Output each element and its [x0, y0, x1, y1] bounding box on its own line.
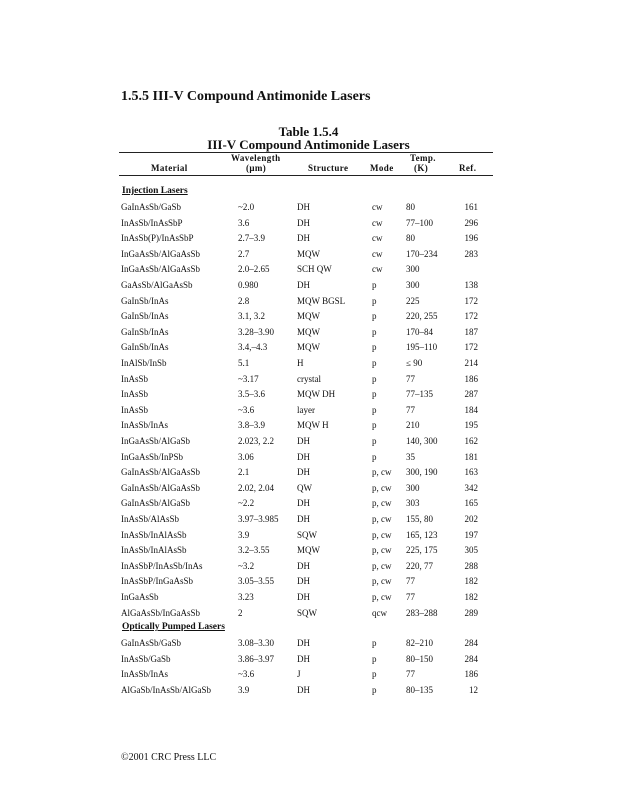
cell-temp: 170–234 — [406, 248, 438, 259]
cell-ref: 172 — [464, 311, 478, 322]
table-row — [0, 638, 617, 652]
col-header-ref: Ref. — [459, 163, 477, 173]
cell-mode: p, cw — [372, 498, 392, 509]
cell-mode: p, cw — [372, 467, 392, 478]
cell-material: InAlSb/InSb — [121, 358, 167, 368]
cell-structure: DH — [297, 280, 310, 290]
cell-temp: ≤ 90 — [406, 358, 423, 368]
cell-mode: p — [372, 311, 377, 322]
cell-wavelength: 3.86–3.97 — [238, 653, 274, 664]
cell-material: GaInAsSb/AlGaSb — [121, 498, 190, 509]
cell-mode: p — [372, 358, 377, 368]
cell-structure: DH — [297, 217, 310, 228]
cell-ref: 163 — [464, 467, 478, 478]
cell-temp: 225, 175 — [406, 545, 438, 556]
cell-temp: 77 — [406, 576, 415, 587]
cell-structure: QW — [297, 482, 312, 493]
cell-ref: 162 — [464, 436, 478, 446]
cell-mode: cw — [372, 233, 383, 244]
cell-temp: 77 — [406, 404, 415, 415]
cell-structure: DH — [297, 560, 310, 571]
cell-wavelength: ~2.2 — [238, 498, 255, 509]
cell-temp: 300 — [406, 264, 420, 275]
cell-wavelength: 3.4,–4.3 — [238, 342, 268, 353]
cell-ref: 182 — [464, 576, 478, 587]
cell-structure: DH — [297, 653, 310, 664]
cell-ref: 283 — [464, 248, 478, 259]
cell-structure: MQW H — [297, 420, 329, 431]
cell-temp: 35 — [406, 451, 415, 462]
cell-temp: 77 — [406, 373, 415, 384]
cell-structure: MQW — [297, 545, 320, 556]
cell-mode: p, cw — [372, 529, 392, 540]
cell-ref: 187 — [464, 326, 478, 337]
cell-material: GaInAsSb/AlGaAsSb — [121, 467, 201, 478]
cell-structure: DH — [297, 498, 310, 509]
cell-material: InAsSb/InAs — [121, 420, 169, 431]
table-row — [0, 467, 617, 481]
table-row — [0, 280, 617, 294]
cell-material: InAsSb — [121, 404, 149, 415]
cell-material: InAsSb/InAsSbP — [121, 217, 183, 228]
cell-material: GaInSb/InAs — [121, 342, 169, 353]
cell-wavelength: ~3.6 — [238, 669, 255, 680]
cell-material: InAsSb(P)/InAsSbP — [121, 233, 194, 244]
cell-wavelength: 2 — [238, 607, 243, 618]
cell-ref: 214 — [464, 358, 478, 368]
cell-temp: 300 — [406, 280, 420, 290]
col-header-wavelength-unit: (μm) — [246, 163, 267, 173]
cell-wavelength: 0.980 — [238, 280, 259, 290]
table-row — [0, 530, 617, 544]
cell-wavelength: 2.8 — [238, 295, 250, 306]
table-row — [0, 264, 617, 278]
table-row — [0, 608, 617, 622]
cell-material: InAsSb/InAs — [121, 669, 169, 680]
table-row — [0, 514, 617, 528]
cell-ref: 161 — [464, 202, 478, 212]
cell-material: GaInSb/InAs — [121, 311, 169, 322]
cell-material: GaInAsSb/AlGaAsSb — [121, 482, 201, 493]
table-row — [0, 296, 617, 310]
table-row — [0, 669, 617, 683]
cell-mode: cw — [372, 248, 383, 259]
cell-mode: p, cw — [372, 514, 392, 524]
cell-material: InGaAsSb/AlGaSb — [121, 436, 190, 446]
cell-material: InGaAsSb/AlGaAsSb — [121, 264, 201, 275]
cell-structure: H — [297, 358, 304, 368]
table-number: Table 1.5.4 — [278, 124, 339, 139]
cell-temp: 82–210 — [406, 638, 433, 648]
cell-mode: p — [372, 373, 377, 384]
copyright-footer: ©2001 CRC Press LLC — [121, 752, 217, 763]
table-title: III-V Compound Antimonide Lasers — [207, 137, 410, 152]
cell-material: GaAsSb/AlGaAsSb — [121, 280, 193, 290]
cell-mode: cw — [372, 217, 383, 228]
table-row — [0, 436, 617, 450]
cell-structure: DH — [297, 684, 310, 695]
table-row — [0, 498, 617, 512]
cell-ref: 138 — [464, 280, 478, 290]
cell-ref: 197 — [464, 529, 478, 540]
cell-wavelength: 2.023, 2.2 — [238, 436, 274, 446]
cell-mode: p, cw — [372, 592, 392, 602]
cell-mode: cw — [372, 264, 383, 275]
table-row — [0, 561, 617, 575]
table-row — [0, 545, 617, 559]
cell-temp: 210 — [406, 420, 420, 431]
cell-ref: 288 — [464, 560, 478, 571]
cell-material: GaInAsSb/GaSb — [121, 638, 181, 648]
cell-mode: p — [372, 420, 377, 431]
cell-mode: p — [372, 342, 377, 353]
cell-material: AlGaSb/InAsSb/AlGaSb — [121, 684, 212, 695]
cell-ref: 305 — [464, 545, 478, 556]
cell-temp: 80 — [406, 233, 415, 244]
cell-mode: p — [372, 436, 377, 446]
cell-temp: 140, 300 — [406, 436, 438, 446]
table-row — [0, 342, 617, 356]
cell-ref: 186 — [464, 669, 478, 680]
cell-temp: 300 — [406, 482, 420, 493]
cell-material: InAsSbP/InAsSb/InAs — [121, 560, 203, 571]
cell-temp: 77–100 — [406, 217, 433, 228]
cell-structure: DH — [297, 436, 310, 446]
cell-structure: DH — [297, 576, 310, 587]
cell-wavelength: 2.02, 2.04 — [238, 482, 274, 493]
cell-mode: p — [372, 684, 377, 695]
table-row — [0, 654, 617, 668]
table-top-rule — [119, 152, 493, 153]
cell-mode: p, cw — [372, 545, 392, 556]
cell-mode: p — [372, 295, 377, 306]
cell-material: InAsSb/InAlAsSb — [121, 529, 187, 540]
cell-wavelength: 3.97–3.985 — [238, 514, 279, 524]
cell-temp: 77 — [406, 592, 415, 602]
cell-temp: 283–288 — [406, 607, 438, 618]
cell-mode: p — [372, 653, 377, 664]
cell-temp: 303 — [406, 498, 420, 509]
table-row — [0, 592, 617, 606]
cell-material: InGaAsSb/InPSb — [121, 451, 184, 462]
cell-structure: SCH QW — [297, 264, 332, 275]
table-row — [0, 374, 617, 388]
cell-wavelength: 2.7 — [238, 248, 250, 259]
cell-wavelength: 3.05–3.55 — [238, 576, 274, 587]
cell-mode: cw — [372, 202, 383, 212]
cell-structure: J — [297, 669, 301, 680]
cell-mode: p — [372, 389, 377, 400]
cell-temp: 80–150 — [406, 653, 433, 664]
cell-wavelength: 2.0–2.65 — [238, 264, 270, 275]
cell-structure: DH — [297, 638, 310, 648]
cell-wavelength: 3.08–3.30 — [238, 638, 274, 648]
cell-wavelength: 3.28–3.90 — [238, 326, 274, 337]
cell-ref: 181 — [464, 451, 478, 462]
cell-mode: p — [372, 280, 377, 290]
table-row — [0, 327, 617, 341]
cell-wavelength: 3.6 — [238, 217, 250, 228]
cell-wavelength: ~2.0 — [238, 202, 255, 212]
cell-temp: 155, 80 — [406, 514, 433, 524]
cell-structure: DH — [297, 514, 310, 524]
cell-material: InAsSbP/InGaAsSb — [121, 576, 194, 587]
cell-structure: SQW — [297, 607, 317, 618]
cell-ref: 172 — [464, 295, 478, 306]
cell-wavelength: 3.9 — [238, 684, 250, 695]
table-row — [0, 358, 617, 372]
cell-material: GaInSb/InAs — [121, 295, 169, 306]
cell-wavelength: 3.2–3.55 — [238, 545, 270, 556]
col-header-temp: Temp. — [410, 153, 436, 163]
cell-structure: MQW — [297, 311, 320, 322]
group-label: Injection Lasers — [122, 186, 188, 196]
cell-ref: 196 — [464, 233, 478, 244]
cell-temp: 225 — [406, 295, 420, 306]
cell-mode: p — [372, 451, 377, 462]
cell-wavelength: 3.1, 3.2 — [238, 311, 265, 322]
cell-ref: 202 — [464, 514, 478, 524]
cell-wavelength: 2.1 — [238, 467, 250, 478]
cell-mode: p, cw — [372, 560, 392, 571]
cell-ref: 195 — [464, 420, 478, 431]
group-label: Optically Pumped Lasers — [122, 622, 225, 632]
cell-structure: DH — [297, 233, 310, 244]
cell-ref: 296 — [464, 217, 478, 228]
cell-structure: DH — [297, 202, 310, 212]
cell-wavelength: 3.23 — [238, 592, 254, 602]
table-row — [0, 452, 617, 466]
cell-structure: MQW BGSL — [297, 295, 346, 306]
section-heading: 1.5.5 III-V Compound Antimonide Lasers — [121, 89, 371, 104]
table-row — [0, 405, 617, 419]
cell-mode: p — [372, 404, 377, 415]
cell-temp: 77–135 — [406, 389, 433, 400]
cell-temp: 300, 190 — [406, 467, 438, 478]
cell-temp: 220, 77 — [406, 560, 433, 571]
cell-structure: DH — [297, 592, 310, 602]
cell-ref: 287 — [464, 389, 478, 400]
cell-ref: 342 — [464, 482, 478, 493]
cell-material: InAsSb/AlAsSb — [121, 514, 180, 524]
cell-structure: DH — [297, 467, 310, 478]
cell-temp: 220, 255 — [406, 311, 438, 322]
cell-temp: 80–135 — [406, 684, 433, 695]
cell-ref: 165 — [464, 498, 478, 509]
col-header-material: Material — [151, 163, 188, 173]
table-row — [0, 685, 617, 699]
cell-material: GaInAsSb/GaSb — [121, 202, 181, 212]
cell-ref: 186 — [464, 373, 478, 384]
cell-wavelength: 5.1 — [238, 358, 250, 368]
cell-wavelength: 2.7–3.9 — [238, 233, 265, 244]
cell-temp: 80 — [406, 202, 415, 212]
cell-material: AlGaAsSb/InGaAsSb — [121, 607, 201, 618]
cell-structure: SQW — [297, 529, 317, 540]
cell-ref: 182 — [464, 592, 478, 602]
cell-structure: MQW — [297, 342, 320, 353]
cell-temp: 165, 123 — [406, 529, 438, 540]
cell-structure: crystal — [297, 373, 321, 384]
cell-ref: 289 — [464, 607, 478, 618]
cell-mode: p — [372, 638, 377, 648]
table-row — [0, 233, 617, 247]
table-row — [0, 218, 617, 232]
cell-wavelength: ~3.6 — [238, 404, 255, 415]
cell-mode: p — [372, 326, 377, 337]
table-row — [0, 202, 617, 216]
col-header-temp-unit: (K) — [414, 163, 429, 173]
cell-wavelength: 3.5–3.6 — [238, 389, 265, 400]
cell-wavelength: ~3.2 — [238, 560, 255, 571]
cell-ref: 172 — [464, 342, 478, 353]
table-row — [0, 389, 617, 403]
col-header-wavelength: Wavelength — [231, 153, 281, 163]
table-row — [0, 311, 617, 325]
cell-wavelength: 3.9 — [238, 529, 250, 540]
cell-material: InGaAsSb — [121, 592, 159, 602]
col-header-structure: Structure — [308, 163, 349, 173]
table-row — [0, 420, 617, 434]
table-row — [0, 483, 617, 497]
table-row — [0, 249, 617, 263]
cell-mode: p, cw — [372, 482, 392, 493]
cell-material: GaInSb/InAs — [121, 326, 169, 337]
cell-material: InAsSb/InAlAsSb — [121, 545, 187, 556]
cell-structure: MQW — [297, 248, 320, 259]
cell-mode: p — [372, 669, 377, 680]
cell-temp: 77 — [406, 669, 415, 680]
cell-wavelength: 3.8–3.9 — [238, 420, 265, 431]
cell-structure: layer — [297, 404, 315, 415]
cell-ref: 12 — [469, 684, 478, 695]
cell-mode: qcw — [372, 607, 387, 618]
cell-structure: MQW — [297, 326, 320, 337]
cell-material: InAsSb — [121, 373, 149, 384]
table-row — [0, 576, 617, 590]
cell-mode: p, cw — [372, 576, 392, 587]
cell-structure: DH — [297, 451, 310, 462]
col-header-mode: Mode — [370, 163, 394, 173]
cell-material: InAsSb — [121, 389, 149, 400]
cell-ref: 284 — [464, 653, 478, 664]
cell-wavelength: ~3.17 — [238, 373, 259, 384]
cell-ref: 284 — [464, 638, 478, 648]
cell-ref: 184 — [464, 404, 478, 415]
cell-temp: 170–84 — [406, 326, 433, 337]
table-header-rule — [119, 175, 493, 176]
cell-structure: MQW DH — [297, 389, 336, 400]
cell-material: InGaAsSb/AlGaAsSb — [121, 248, 201, 259]
cell-temp: 195–110 — [406, 342, 438, 353]
cell-wavelength: 3.06 — [238, 451, 254, 462]
cell-material: InAsSb/GaSb — [121, 653, 171, 664]
